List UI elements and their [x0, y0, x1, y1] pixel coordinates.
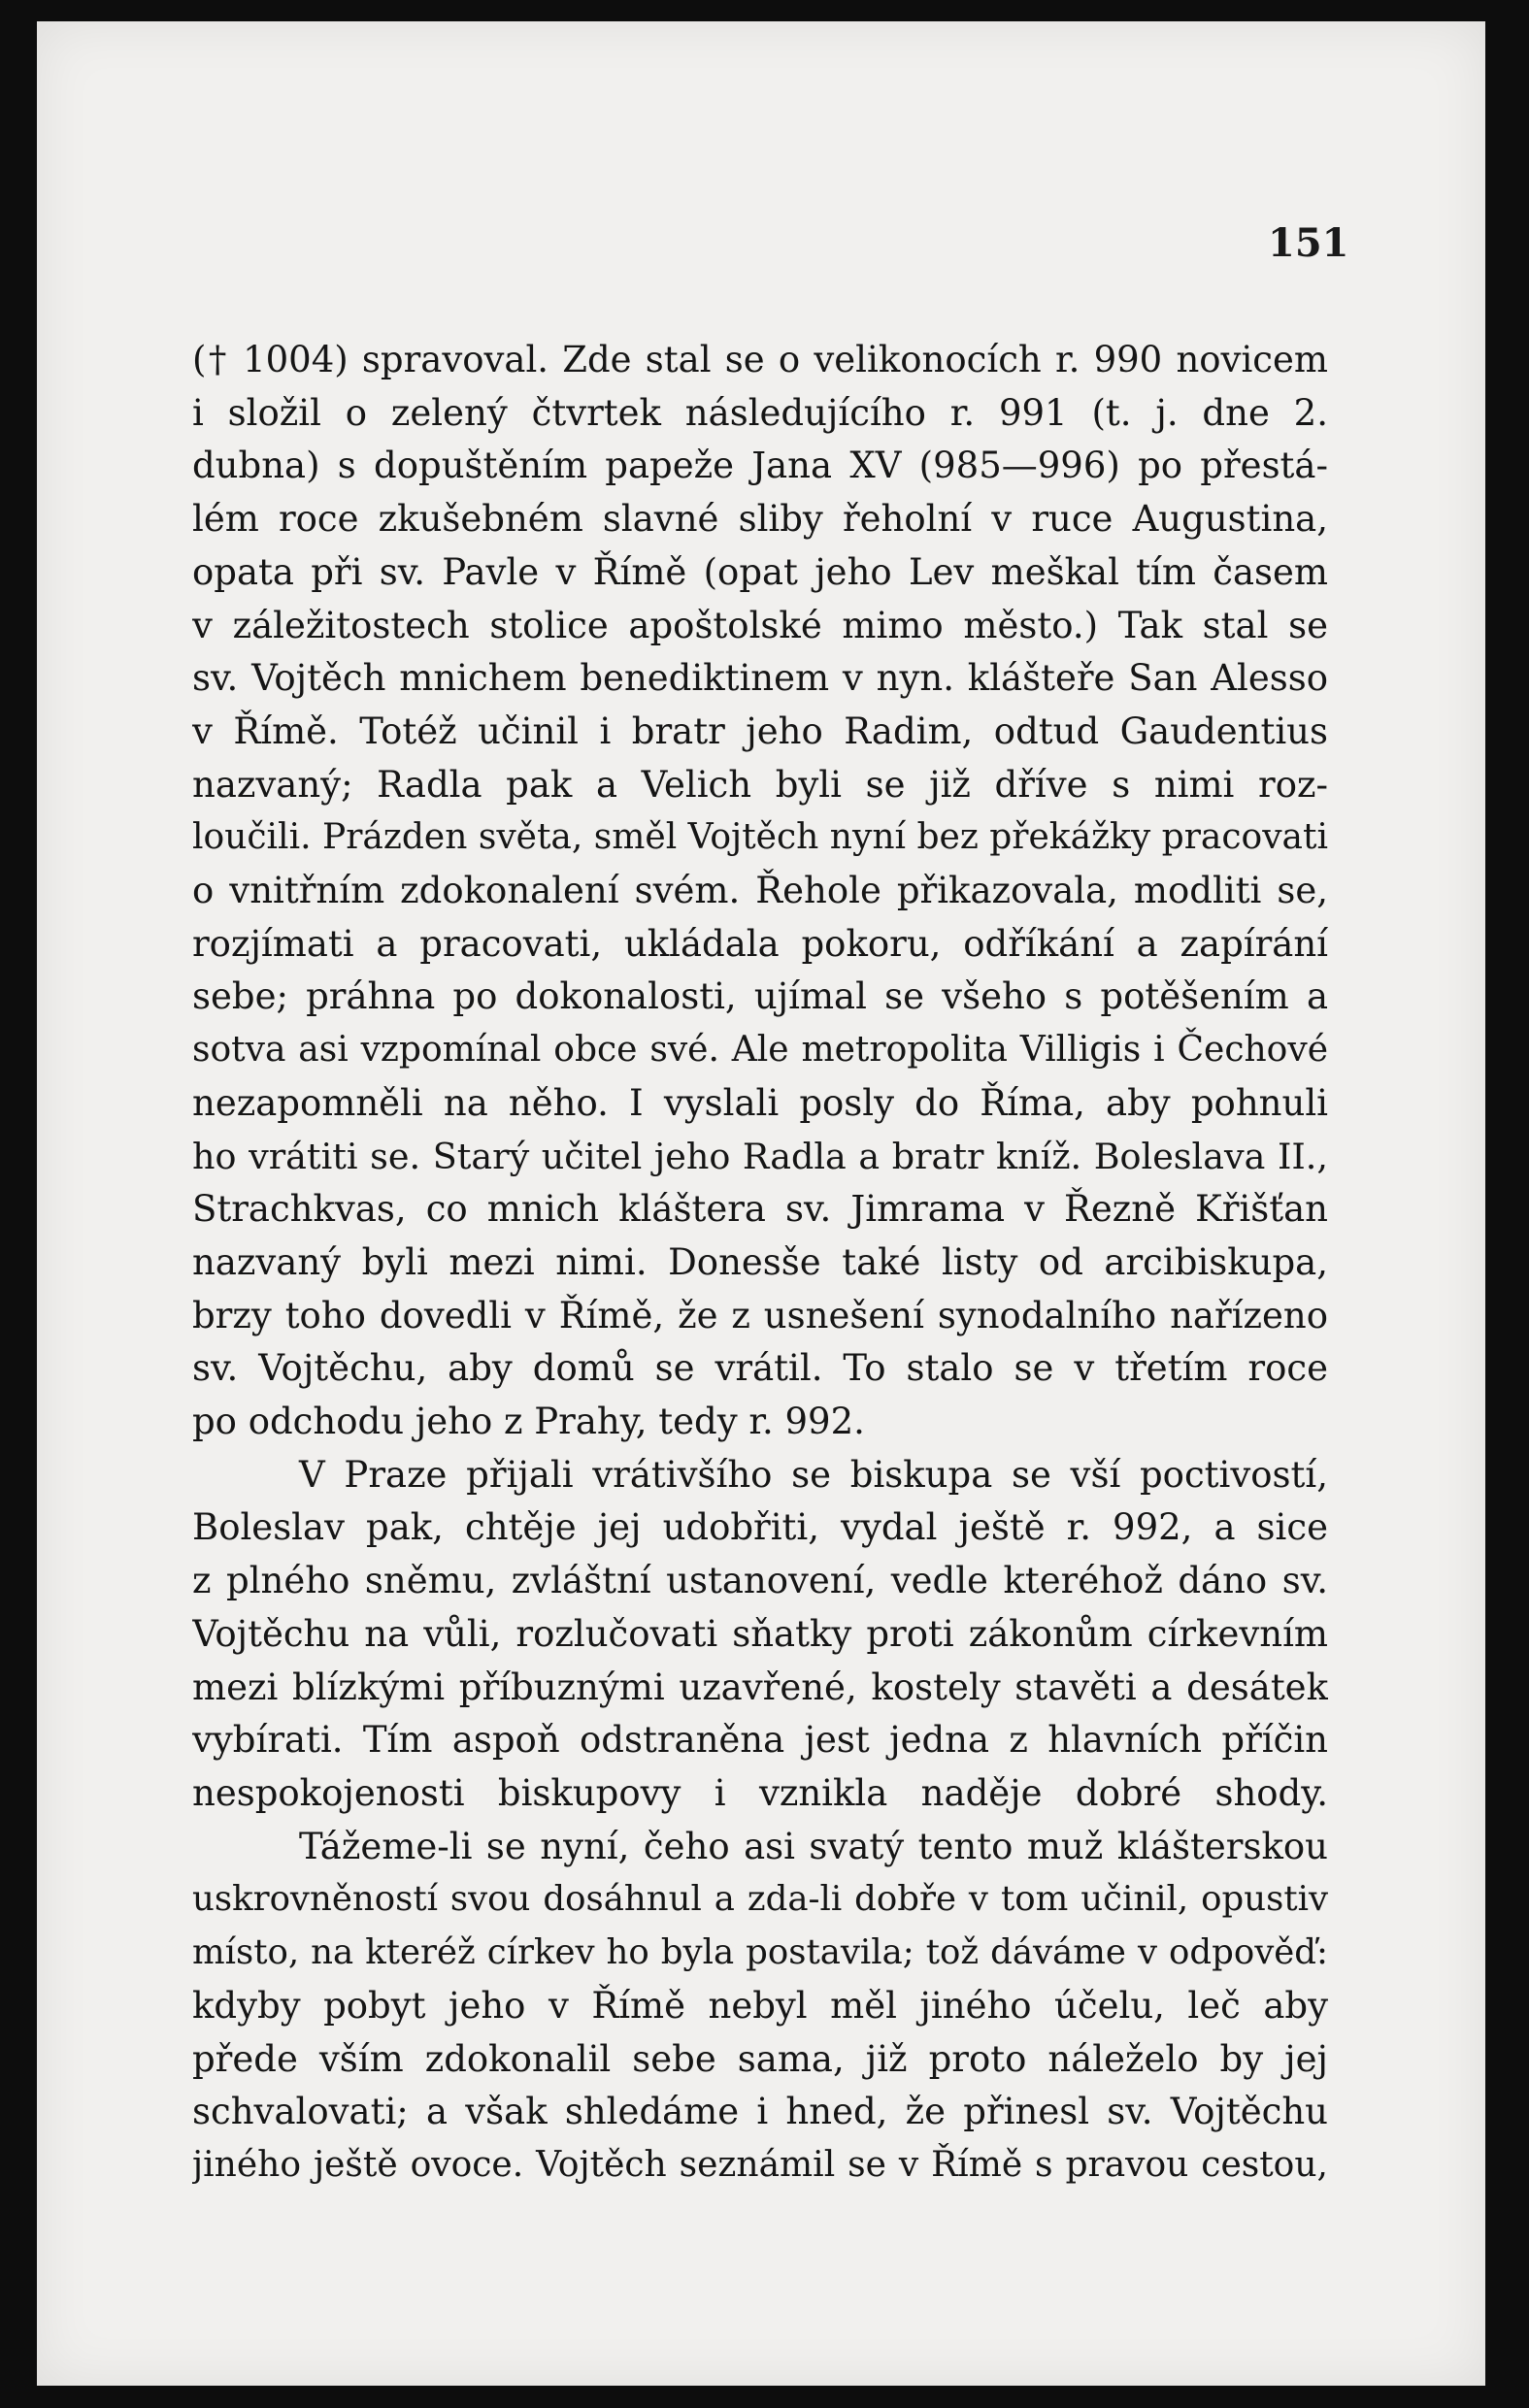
text-line: sv. Vojtěch mnichem benediktinem v nyn. klášteře San Alesso	[192, 657, 1328, 700]
text-line: jiného ještě ovoce. Vojtěch seznámil se v Římě s pravou cestou,	[192, 2144, 1328, 2185]
text-line: opata při sv. Pavle v Římě (opat jeho Lev meškal tím časem	[192, 550, 1328, 593]
text-line: vybírati. Tím aspoň odstraněna jest jedna z hlavních příčin	[192, 1719, 1328, 1762]
text-line: dubna) s dopuštěním papeže Jana XV (985—996) po přestá-	[192, 445, 1328, 487]
text-line: v záležitostech stolice apoštolské mimo město.) Tak stal se	[192, 604, 1328, 646]
text-line: schvalovati; a však shledáme i hned, že přinesl sv. Vojtěchu	[192, 2091, 1328, 2133]
text-line: V Praze přijali vrátivšího se biskupa se vší poctivostí,	[299, 1453, 1328, 1496]
text-line: nespokojenosti biskupovy i vznikla naděje dobré shody.	[192, 1771, 1328, 1814]
text-line: po odchodu jeho z Prahy, tedy r. 992.	[192, 1401, 865, 1443]
text-line: rozjímati a pracovati, ukládala pokoru, odříkání a zapírání	[192, 922, 1328, 965]
text-line: i složil o zelený čtvrtek následujícího r. 991 (t. j. dne 2.	[192, 391, 1328, 434]
text-line: lém roce zkušebném slavné sliby řeholní v ruce Augustina,	[192, 498, 1328, 541]
page-number: 151	[1268, 220, 1349, 266]
text-line: v Římě. Totéž učinil i bratr jeho Radim, odtud Gaudentius	[192, 709, 1328, 752]
text-line: uskrovněností svou dosáhnul a zda-li dobře v tom učinil, opustiv	[192, 1879, 1328, 1920]
text-line: o vnitřním zdokonalení svém. Řehole přikazovala, modliti se,	[192, 870, 1328, 912]
text-line: Boleslav pak, chtěje jej udobřiti, vydal ještě r. 992, a sice	[192, 1506, 1328, 1549]
text-line: loučili. Prázden světa, směl Vojtěch nyní bez překážky pracovati	[192, 817, 1328, 858]
text-line: Vojtěchu na vůli, rozlučovati sňatky proti zákonům církevním	[192, 1612, 1328, 1655]
text-line: sotva asi vzpomínal obce své. Ale metropolita Villigis i Čechové	[192, 1030, 1328, 1071]
text-line: přede vším zdokonalil sebe sama, již proto náleželo by jej	[192, 2037, 1328, 2080]
text-line: z plného sněmu, zvláštní ustanovení, vedle kteréhož dáno sv.	[192, 1560, 1328, 1602]
text-line: nezapomněli na něho. I vyslali posly do Říma, aby pohnuli	[192, 1081, 1328, 1124]
body-text	[192, 334, 1328, 2193]
book-page	[37, 21, 1485, 2386]
text-line: kdyby pobyt jeho v Římě nebyl měl jiného účelu, leč aby	[192, 1984, 1328, 2027]
text-line: ho vrátiti se. Starý učitel jeho Radla a bratr kníž. Boleslava II.,	[192, 1135, 1328, 1177]
text-line: nazvaný; Radla pak a Velich byli se již dříve s nimi roz-	[192, 763, 1328, 806]
text-line: sebe; práhna po dokonalosti, ujímal se všeho s potěšením a	[192, 975, 1328, 1018]
text-line: Strachkvas, co mnich kláštera sv. Jimrama v Řezně Křišťan	[192, 1188, 1328, 1231]
text-line: místo, na kteréž církev ho byla postavila; tož dáváme v odpověď:	[192, 1932, 1328, 1973]
text-line: brzy toho dovedli v Římě, že z usnešení synodalního nařízeno	[192, 1294, 1328, 1336]
text-line: mezi blízkými příbuznými uzavřené, kostely stavěti a desátek	[192, 1666, 1328, 1708]
text-line: sv. Vojtěchu, aby domů se vrátil. To stalo se v třetím roce	[192, 1347, 1328, 1390]
text-line: nazvaný byli mezi nimi. Donesše také listy od arcibiskupa,	[192, 1240, 1328, 1283]
text-line: († 1004) spravoval. Zde stal se o velikonocích r. 990 novicem	[192, 339, 1328, 380]
text-line: Tážeme-li se nyní, čeho asi svatý tento muž klášterskou	[299, 1825, 1328, 1867]
